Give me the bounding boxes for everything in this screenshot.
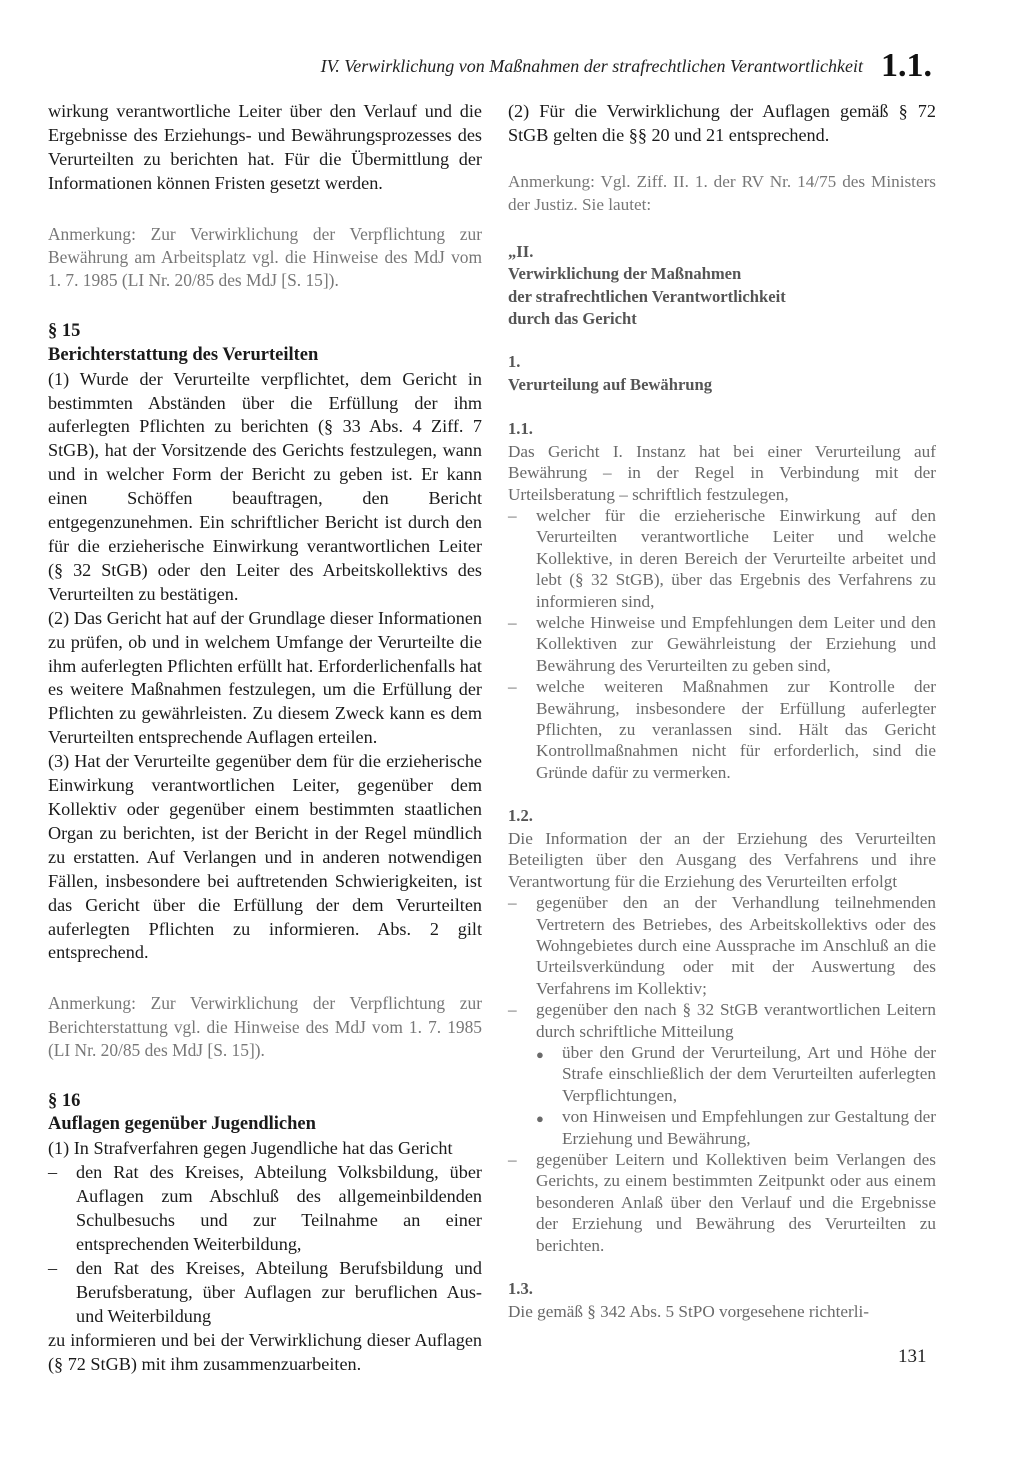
section-16-paragraph-1: (1) In Strafverfahren gegen Jugendliche hat das Gericht bbox=[48, 1138, 453, 1159]
quote-number: „II. bbox=[508, 241, 534, 261]
bullet-icon: ● bbox=[536, 1111, 544, 1127]
section-15-paragraph-2: (2) Das Gericht hat auf der Grundlage dieser Informationen zu prüfen, ob und in welchem Umfange der Verurteilte die ihm auferlegten Pflichten erfüllt hat. Erforderlichenfalls hat es weitere Maßnahmen festzulegen, um die Erfüllung der Pflichten zu gewährleisten. Zu diesem Zweck kann es dem Verurteilten entsprechende Auflagen erteilen. bbox=[48, 607, 482, 748]
note-paragraph: Anmerkung: Zur Verwirklichung der Verpflichtung zur Bewährung am Arbeitsplatz vgl. die Hinweise des MdJ vom 1. 7. 1985 (LI Nr. 20/85 des MdJ [S. 15]). bbox=[48, 223, 482, 291]
list-item bbox=[48, 1161, 482, 1257]
intro-paragraph: wirkung verantwortliche Leiter über den Verlauf und die Ergebnisse des Erziehungs- und Bewährungsprozesses des Verurteilten zu berichten hat. Für die Übermittlung der Informationen können Fristen gesetzt werden. bbox=[48, 101, 482, 193]
paragraph-1-3: Die gemäß § 342 Abs. 5 StPO vorgesehene richterli- bbox=[508, 1301, 870, 1321]
paragraph-1-2: Die Information der an der Erziehung des Verurteilten Beteiligten über den Ausgang des Verfahrens und ihre Verantwortung für die Erziehung des Verurteilten erfolgt bbox=[508, 828, 936, 891]
list-item-text: von Hinweisen und Empfehlungen zur Gestaltung der Erziehung und Bewährung, bbox=[562, 1107, 936, 1148]
list-item-text: über den Grund der Verurteilung, Art und Höhe der Strafe einschließlich der dem Verurteilten auferlegten Verpflichtungen, bbox=[562, 1042, 936, 1105]
list-item bbox=[508, 505, 936, 612]
list-item-text: welche weiteren Maßnahmen zur Kontrolle der Bewährung, insbesondere der Erfüllung auferlegter Pflichten, zu veranlassen sind. Hält das Gericht Kontrollmaßnahmen nicht für erforderlich, sind die Gründe dafür zu vermerken. bbox=[536, 677, 936, 782]
heading-number: 1. bbox=[508, 352, 521, 371]
section-number: 1.1. bbox=[881, 47, 932, 84]
quote-title-line: der strafrechtlichen Verantwortlichkeit bbox=[508, 286, 786, 306]
list-item-text: den Rat des Kreises, Abteilung Volksbildung, über Auflagen zum Abschluß des allgemeinbildenden Schulbesuchs und zur Teilnahme an einer entsprechenden Weiterbildung, bbox=[76, 1162, 482, 1254]
list-item bbox=[508, 1106, 936, 1149]
section-16-paragraph-2: (2) Für die Verwirklichung der Auflagen gemäß § 72 StGB gelten die §§ 20 und 21 entsprechend. bbox=[508, 101, 936, 145]
section-15-paragraph-3: (3) Hat der Verurteilte gegenüber dem für die erzieherische Einwirkung verantwortlichen Leiter, gegenüber dem Kollektiv oder gegenüber einem bestimmten staatlichen Organ zu berichten, ist der Bericht in der Regel mündlich zu erstatten. Auf Verlangen und in anderen notwendigen Fällen, insbesondere bei auftretenden Schwierigkeiten, ist das Gericht über die Erfüllung der dem Verurteilten auferlegten Pflichten zu informieren. Abs. 2 gilt entsprechend. bbox=[48, 751, 482, 963]
list-item-text: gegenüber den an der Verhandlung teilnehmenden Vertretern des Betriebes, des Arbeitskollektivs oder des Wohngebietes durch eine Aussprache im Anschluß an die Urteilsverkündung oder mit der Auswertung des Verfahrens im Kollektiv; bbox=[536, 893, 936, 998]
section-16-title: Auflagen gegenüber Jugendlichen bbox=[48, 1114, 316, 1135]
list-item bbox=[508, 999, 936, 1042]
heading-number: 1.1. bbox=[508, 419, 533, 439]
note-paragraph: Anmerkung: Zur Verwirklichung der Verpflichtung zur Berichterstattung vgl. die Hinweise des MdJ vom 1. 7. 1985 (LI Nr. 20/85 des MdJ [S. 15]). bbox=[48, 993, 482, 1061]
heading-title: Verurteilung auf Bewährung bbox=[508, 374, 713, 394]
list-item bbox=[508, 1042, 936, 1106]
dash-marker: – bbox=[508, 893, 517, 913]
paragraph-1-1: Das Gericht I. Instanz hat bei einer Verurteilung auf Bewährung – in der Regel in Verbindung mit der Urteilsberatung – schriftlich festzulegen, bbox=[508, 441, 936, 504]
running-title: IV. Verwirklichung von Maßnahmen der strafrechtlichen Verantwortlichkeit bbox=[320, 55, 863, 76]
quote-title-line: durch das Gericht bbox=[508, 309, 637, 329]
right-column bbox=[508, 100, 936, 1322]
list-item-text: gegenüber Leitern und Kollektiven beim Verlangen des Gerichts, zu einem bestimmten Zeitpunkt oder aus einem besonderen Anlaß über den Verlauf und die Ergebnisse der Erziehung und Bewährung des Verurteilten zu berichten. bbox=[536, 1149, 936, 1255]
dash-marker: – bbox=[508, 677, 517, 697]
list-item-text: welcher für die erzieherische Einwirkung auf den Verurteilten verantwortliche Leiter und welche Kollektive, in deren Bereich der Verurteilte arbeitet und lebt (§ 32 StGB), über das Ergebnis des Verfahrens zu informieren sind, bbox=[536, 506, 936, 611]
section-15-paragraph-1: (1) Wurde der Verurteilte verpflichtet, dem Gericht in bestimmten Abständen über die Erfüllung der ihm auferlegten Pflichten zu berichten (§ 33 Abs. 4 Ziff. 7 StGB), hat der Vorsitzende des Gerichts festzulegen, wann und in welcher Form der Bericht zu geben ist. Er kann einen Schöffen beauftragen, den Bericht entgegenzunehmen. Ein schriftlicher Bericht ist durch den für die erzieherische Einwirkung verantwortlichen Leiter (§ 32 StGB) oder den Leiter des Arbeitskollektivs des Verurteilten zu bestätigen. bbox=[48, 368, 482, 604]
list-item bbox=[48, 1257, 482, 1329]
dash-marker: – bbox=[48, 1162, 58, 1183]
list-item bbox=[508, 1149, 936, 1256]
section-16-tail: zu informieren und bei der Verwirklichung dieser Auflagen (§ 72 StGB) mit ihm zusammenzuarbeiten. bbox=[48, 1329, 482, 1374]
left-column bbox=[48, 100, 482, 1376]
running-header bbox=[220, 44, 932, 88]
heading-number: 1.2. bbox=[508, 806, 533, 826]
page-number: 131 bbox=[898, 1346, 927, 1367]
list-item bbox=[508, 892, 936, 999]
note-paragraph: Anmerkung: Vgl. Ziff. II. 1. der RV Nr. 14/75 des Ministers der Justiz. Sie lautet: bbox=[508, 171, 936, 215]
list-item bbox=[508, 676, 936, 783]
list-item-text: welche Hinweise und Empfehlungen dem Leiter und den Kollektiven zur Gewährleistung der Erziehung und Bewährung des Verurteilten zu geben sind, bbox=[536, 613, 936, 675]
heading-number: 1.3. bbox=[508, 1279, 533, 1298]
section-15-number: § 15 bbox=[48, 320, 81, 341]
list-item-text: gegenüber den nach § 32 StGB verantwortlichen Leitern durch schriftliche Mitteilung bbox=[536, 1000, 936, 1041]
dash-marker: – bbox=[48, 1257, 58, 1278]
section-16-number: § 16 bbox=[48, 1090, 81, 1111]
dash-marker: – bbox=[508, 613, 517, 633]
dash-marker: – bbox=[508, 506, 517, 525]
bullet-icon: ● bbox=[536, 1046, 544, 1062]
quote-title-line: Verwirklichung der Maßnahmen bbox=[508, 264, 742, 284]
section-15-title: Berichterstattung des Verurteilten bbox=[48, 344, 319, 365]
dash-marker: – bbox=[508, 1000, 517, 1020]
dash-marker: – bbox=[508, 1149, 517, 1169]
list-item bbox=[508, 612, 936, 676]
list-item-text: den Rat des Kreises, Abteilung Berufsbildung und Berufsberatung, über Auflagen zur beruflichen Aus- und Weiterbildung bbox=[76, 1257, 482, 1326]
